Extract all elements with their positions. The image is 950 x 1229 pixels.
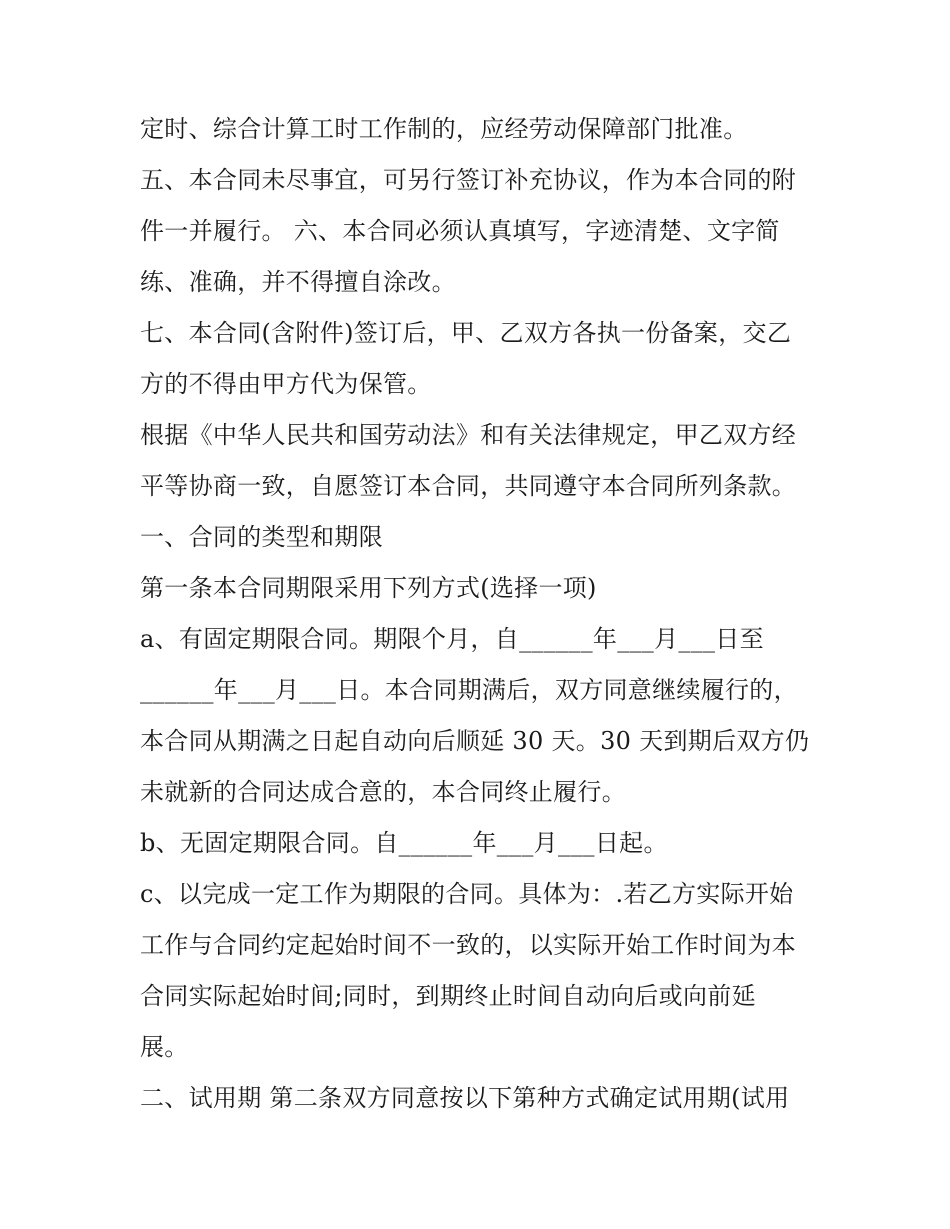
text-line: 未就新的合同达成合意的，本合同终止履行。 bbox=[140, 778, 626, 806]
text-line: 根据《中华人民共和国劳动法》和有关法律规定，甲乙双方经 bbox=[140, 421, 797, 449]
text-line: 方的不得由甲方代为保管。 bbox=[140, 370, 432, 398]
text-line: 五、本合同未尽事宜，可另行签订补充协议，作为本合同的附 bbox=[140, 166, 797, 194]
text-line: 工作与合同约定起始时间不一致的，以实际开始工作时间为本 bbox=[140, 931, 797, 959]
text-line: 合同实际起始时间;同时，到期终止时间自动向后或向前延 bbox=[140, 982, 756, 1010]
text-line: 平等协商一致，自愿签订本合同，共同遵守本合同所列条款。 bbox=[140, 472, 797, 500]
section-heading: 二、试用期 第二条双方同意按以下第种方式确定试用期(试用 bbox=[140, 1084, 790, 1112]
text-line: 本合同从期满之日起自动向后顺延 30 天。30 天到期后双方仍 bbox=[140, 727, 810, 755]
text-line: 件一并履行。 六、本合同必须认真填写，字迹清楚、文字简 bbox=[140, 217, 780, 245]
text-line: 展。 bbox=[140, 1033, 189, 1061]
text-line: 七、本合同(含附件)签订后，甲、乙双方各执一份备案，交乙 bbox=[140, 319, 792, 347]
text-line: 第一条本合同期限采用下列方式(选择一项) bbox=[140, 574, 597, 602]
text-line: 定时、综合计算工时工作制的，应经劳动保障部门批准。 bbox=[140, 115, 748, 143]
text-line: c、以完成一定工作为期限的合同。具体为：.若乙方实际开始 bbox=[140, 880, 794, 908]
section-heading: 一、合同的类型和期限 bbox=[140, 523, 383, 551]
text-line: a、有固定期限合同。期限个月，自______年___月___日至 bbox=[140, 625, 764, 653]
text-line: ______年___月___日。本合同期满后，双方同意继续履行的， bbox=[140, 676, 798, 704]
text-line: 练、准确，并不得擅自涂改。 bbox=[140, 268, 456, 296]
text-line: b、无固定期限合同。自______年___月___日起。 bbox=[140, 829, 668, 857]
